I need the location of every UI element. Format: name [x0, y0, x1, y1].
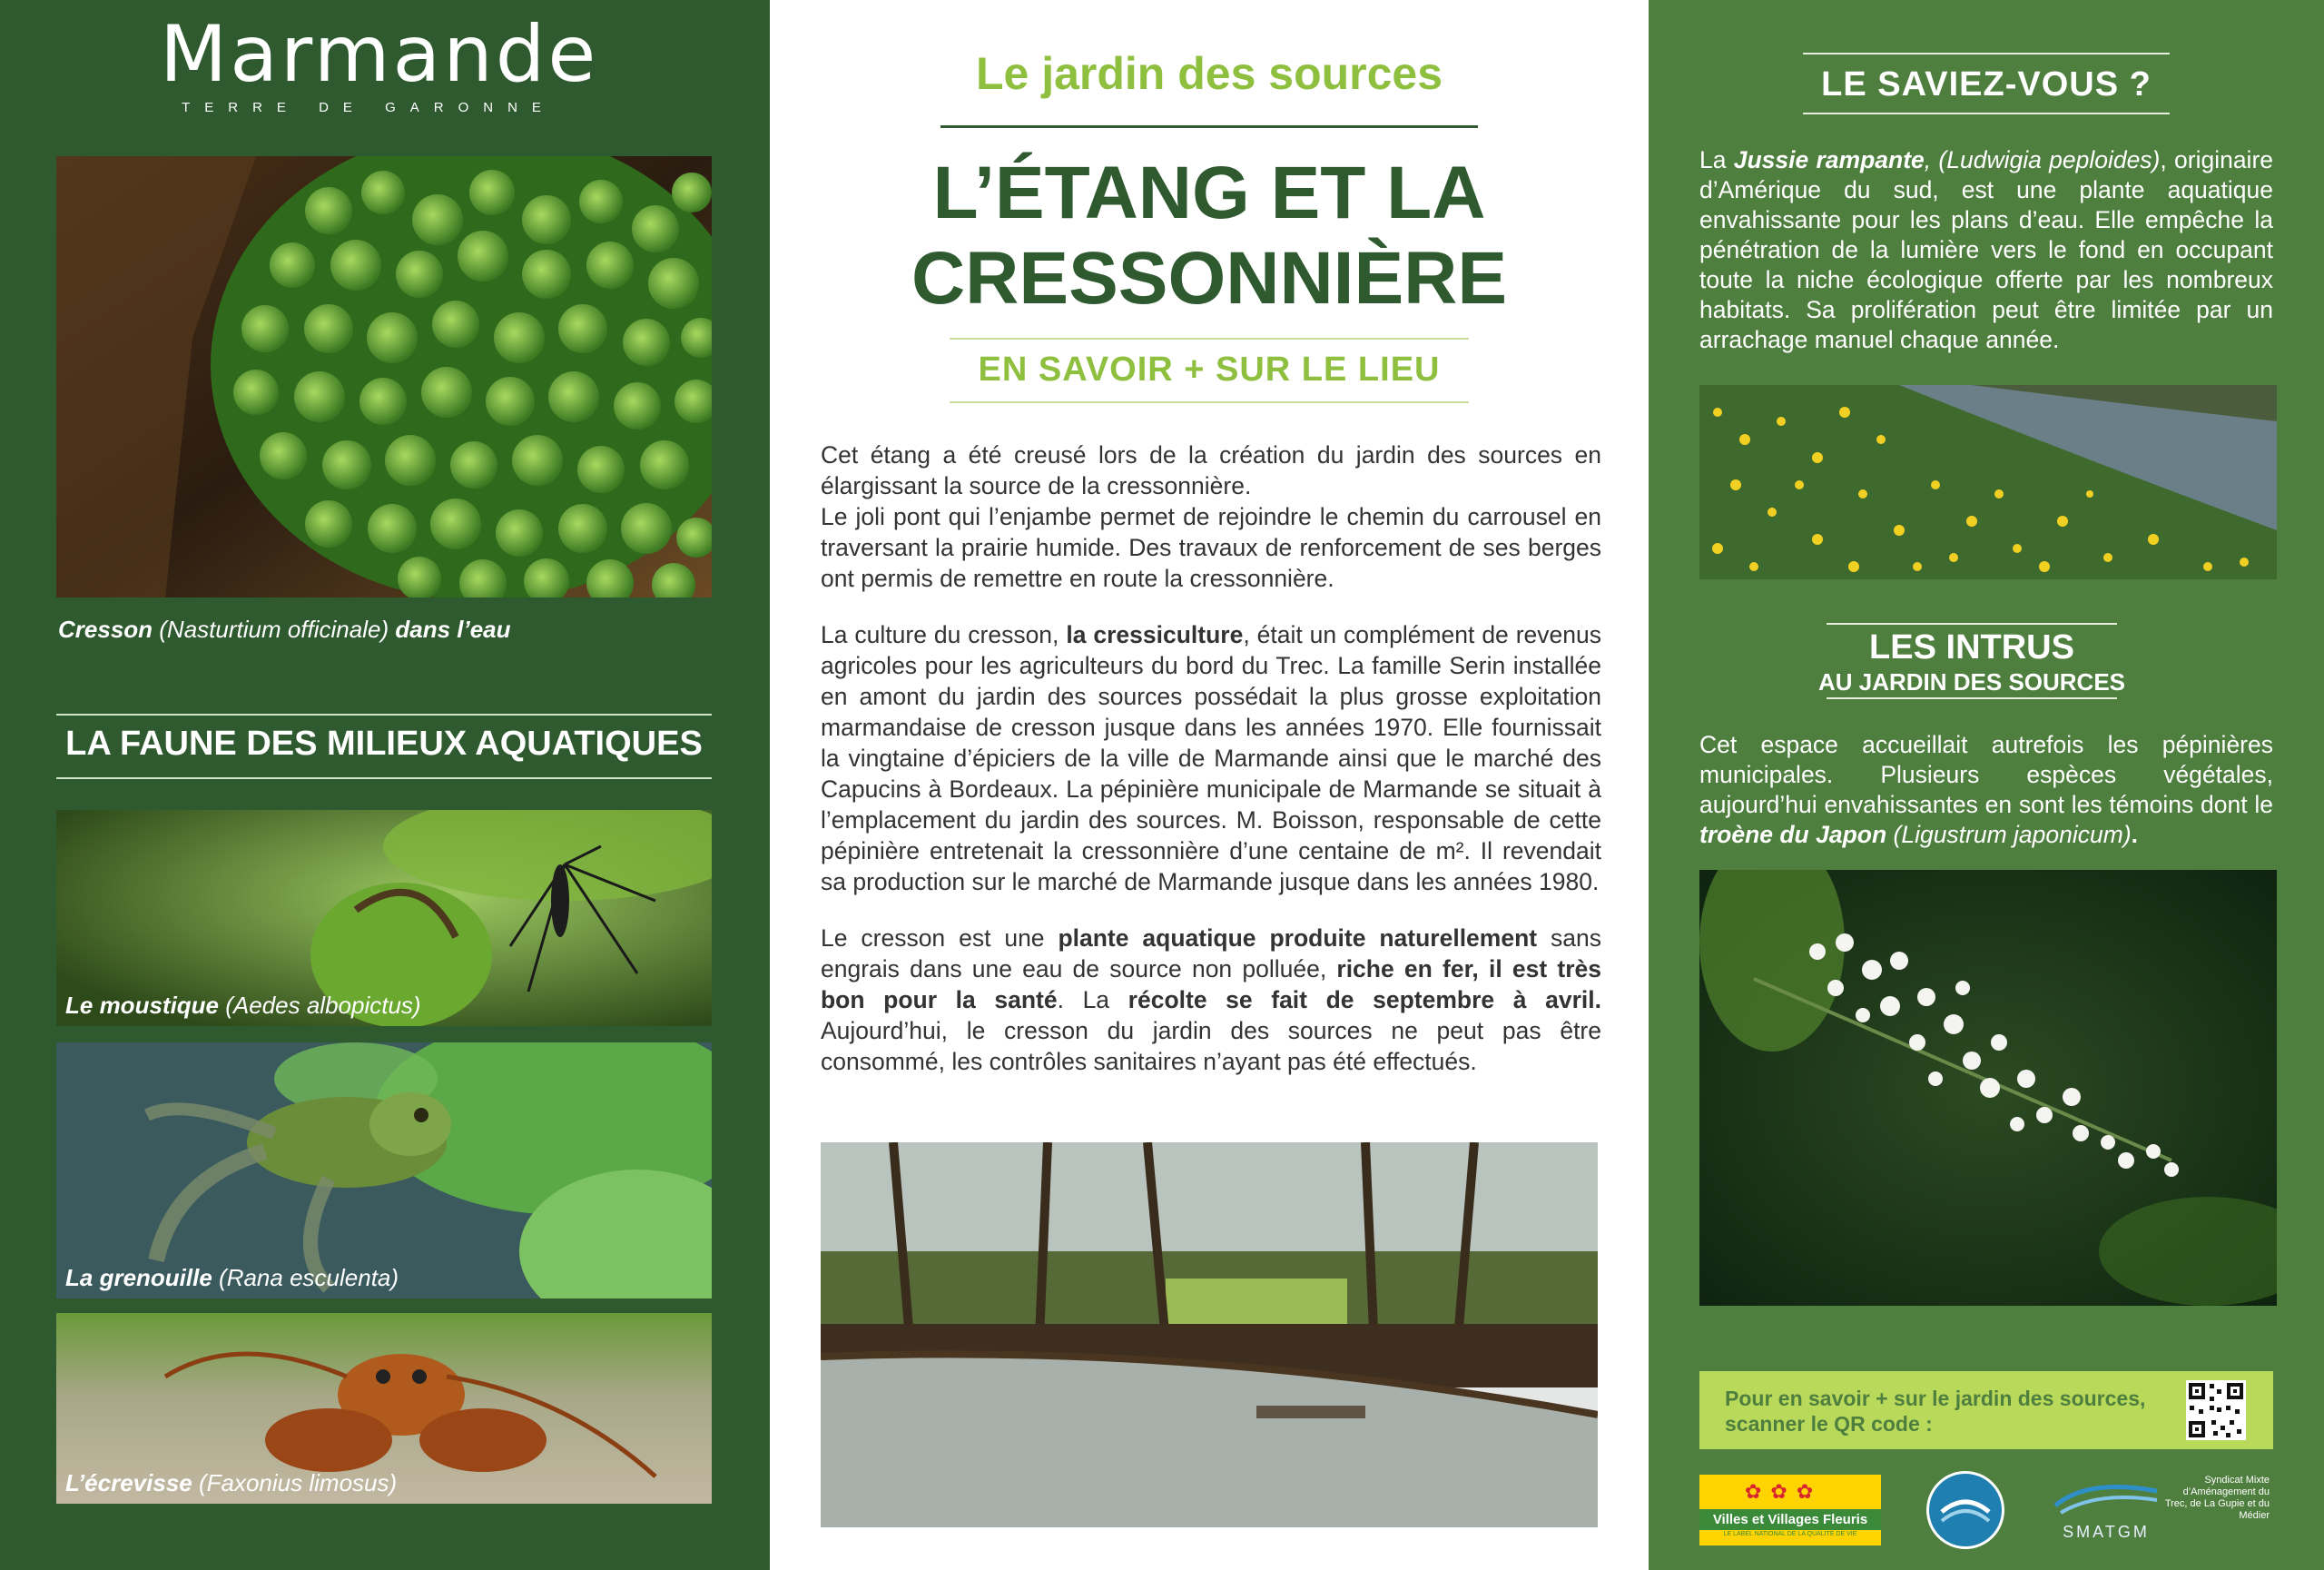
- paragraph-3: [821, 923, 1601, 1077]
- vvf-label: LE LABEL NATIONAL DE LA QUALITÉ DE VIE: [1723, 1531, 1857, 1537]
- p1-line-b: Le joli pont qui l’enjambe permet de rejoindre le chemin du carrousel en traversant la prairie humide. Des travaux de renforcement de ses berges ont permis de remettre en route la cressonnière.: [821, 503, 1601, 592]
- qr-text: [1725, 1386, 2145, 1437]
- learn-more-tag: EN SAVOIR + SUR LE LIEU: [978, 351, 1441, 389]
- cress-caption-name: Cresson: [58, 616, 153, 643]
- p3-g: Aujourd’hui, le cresson du jardin des sources ne peut pas être consommé, les contrôles sanitaires n’ayant pas été effectués.: [821, 1017, 1601, 1075]
- center-body: [821, 439, 1601, 1102]
- saviez-rule-top: [1803, 53, 2170, 54]
- cress-caption-latin: (Nasturtium officinale): [153, 616, 389, 643]
- cress-caption: [58, 616, 511, 644]
- subtitle-rule: [940, 125, 1478, 128]
- paragraph-1: [821, 439, 1601, 594]
- mosquito-caption-name: Le moustique: [65, 992, 220, 1019]
- intrus-subtitle: AU JARDIN DES SOURCES: [1817, 668, 2126, 696]
- garden-subtitle: Le jardin des sources: [975, 48, 1443, 99]
- partner-logos: [1699, 1471, 2273, 1553]
- p2-end: , était un complément de revenus agricoles pour les agriculteurs du bord du Trec. La famille Serin installée en amont du jardin des sources possédait la plus grosse exploitation marmandaise de cresson jusque dans les années 1970. Elle fournissait la vingtaine d’épiciers de la ville de Marmande ainsi que le marché des Capucins à Bordeaux. La pépinière municipale de Marmande se situait à l’emplacement du jardin des sources. M. Boisson, responsable de cette pépinière entretenait la cressonnière d’une centaine de m². Il revendait sa production sur le marché de Marmande jusque dans les années 1980.: [821, 621, 1601, 895]
- p3-d: riche en fer, il est très bon pour la santé: [821, 955, 1601, 1013]
- smatgm-waves-icon: [2052, 1478, 2161, 1518]
- intrus-rule-top: [1827, 623, 2117, 625]
- p1-line-a: Cet étang a été creusé lors de la création du jardin des sources en élargissant la source de la cressonnière.: [821, 441, 1601, 499]
- vvf-logo: [1699, 1475, 1881, 1545]
- logo-tagline: TERRE DE GARONNE: [182, 100, 556, 115]
- crayfish-caption: [65, 1469, 397, 1497]
- left-panel: [0, 0, 770, 1570]
- main-title-line1: L’ÉTANG ET LA: [932, 152, 1486, 234]
- intrus-text: [1699, 730, 2273, 850]
- crayfish-caption-name: L’écrevisse: [65, 1469, 192, 1496]
- intrus-d: .: [2131, 821, 2139, 848]
- fauna-title: LA FAUNE DES MILIEUX AQUATIQUES: [65, 725, 703, 763]
- cress-caption-suffix: dans l’eau: [389, 616, 511, 643]
- intrus-title: LES INTRUS: [1869, 628, 2074, 667]
- circle-logo-icon: [1929, 1474, 2002, 1546]
- frog-caption: [65, 1264, 399, 1292]
- p3-e: . La: [1057, 986, 1128, 1013]
- p3-c: sans engrais dans une eau de source non polluée,: [821, 924, 1601, 982]
- mosquito-caption: [65, 992, 421, 1020]
- intrus-a: Cet espace accueillait autrefois les pépinières municipales. Plusieurs espèces végétales, aujourd’hui envahissantes en sont les témoins dont le: [1699, 731, 2273, 818]
- saviez-title: LE SAVIEZ-VOUS ?: [1821, 65, 2152, 104]
- fauna-rule-bottom: [56, 777, 712, 779]
- mosquito-caption-latin: (Aedes albopictus): [219, 992, 421, 1019]
- frog-caption-latin: (Rana esculenta): [212, 1264, 399, 1291]
- p3-a: Le cresson est une: [821, 924, 1059, 952]
- crayfish-caption-latin: (Faxonius limosus): [192, 1469, 398, 1496]
- main-title-line2: CRESSONNIÈRE: [911, 237, 1508, 320]
- p2-start: La culture du cresson,: [821, 621, 1067, 648]
- vvf-name: Villes et Villages Fleuris: [1699, 1509, 1881, 1530]
- saviez-b: Jussie rampante: [1733, 146, 1925, 173]
- saviez-text: [1699, 145, 2273, 355]
- tag-rule-bottom: [950, 401, 1469, 403]
- saviez-c: , (Ludwigia peploides): [1924, 146, 2161, 173]
- saviez-rule-bottom: [1803, 113, 2170, 114]
- qr-text-line2: scanner le QR code :: [1725, 1412, 1933, 1436]
- smatgm-logo: [2052, 1478, 2161, 1547]
- cress-photo: [56, 156, 712, 597]
- qr-code-icon[interactable]: [2186, 1380, 2246, 1440]
- intrus-rule-bottom: [1827, 697, 2117, 699]
- fauna-rule-top: [56, 714, 712, 716]
- frog-photo: [56, 1042, 712, 1298]
- tag-rule-top: [950, 338, 1469, 340]
- intrus-c: (Ligustrum japonicum): [1886, 821, 2132, 848]
- main-title: [770, 151, 1649, 321]
- pond-photo: [821, 1142, 1598, 1527]
- marmande-logo: [160, 7, 599, 115]
- jussie-photo: [1699, 385, 2277, 579]
- smatgm-name: SMATGM: [2063, 1523, 2150, 1541]
- right-panel: [1649, 0, 2324, 1570]
- intrus-b: troène du Japon: [1699, 821, 1887, 848]
- paragraph-2: [821, 619, 1601, 897]
- p2-bold: la cressiculture: [1066, 621, 1244, 648]
- qr-box: [1699, 1371, 2273, 1449]
- logo-wordmark: Marmande: [160, 9, 599, 100]
- p3-f: récolte se fait de septembre à avril.: [1128, 986, 1601, 1013]
- syndicat-label: Syndicat Mixte d’Aménagement du Trec, de La Gupie et du Médier: [2164, 1475, 2270, 1521]
- privet-photo: [1699, 870, 2277, 1306]
- center-panel: [770, 0, 1649, 1570]
- saviez-a: La: [1699, 146, 1734, 173]
- saviez-d: , originaire d’Amérique du sud, est une plante aquatique envahissante pour les plans d’eau. Elle empêche la pénétration de la lumière vers le fond en occupant toute la niche écologique offerte par les nombreux habitats. Sa prolifération peut être limitée par un arrachage manuel chaque année.: [1699, 146, 2274, 353]
- vvf-flowers: ✿✿✿: [1745, 1480, 1823, 1503]
- circle-partner-logo: [1926, 1471, 2004, 1549]
- frog-caption-name: La grenouille: [65, 1264, 212, 1291]
- qr-text-line1: Pour en savoir + sur le jardin des sources,: [1725, 1387, 2146, 1410]
- p3-b: plante aquatique produite naturellement: [1058, 924, 1538, 952]
